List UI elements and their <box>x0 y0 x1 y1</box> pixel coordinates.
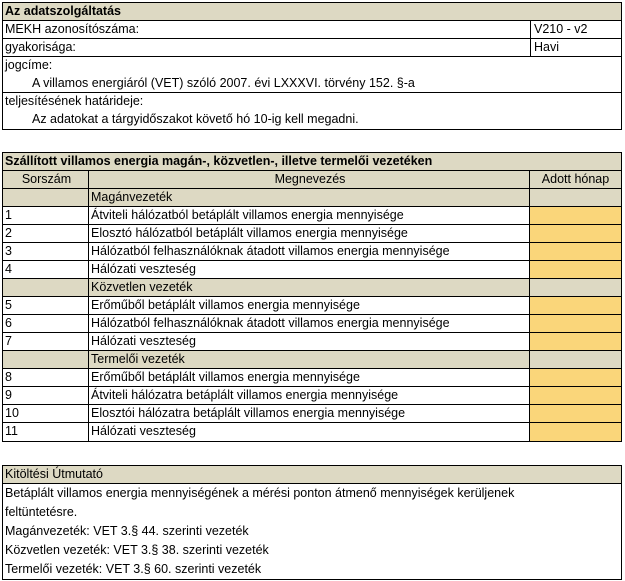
guide-line: Betáplált villamos energia mennyiségének a mérési ponton átmenő mennyiségek kerüljenek <box>5 486 515 500</box>
row-name: Erőműből betáplált villamos energia mennyisége <box>89 297 530 314</box>
value-input-cell[interactable] <box>530 315 621 332</box>
row-number: 7 <box>3 333 89 350</box>
service-id-label: MEKH azonosítószáma: <box>3 21 531 38</box>
frequency-value: Havi <box>534 40 560 54</box>
energy-table <box>2 152 622 442</box>
row-name: Hálózatból felhasználóknak átadott villamos energia mennyisége <box>89 243 530 260</box>
group-row-producer-line <box>3 351 621 369</box>
value-input-cell[interactable] <box>530 243 621 260</box>
table-row <box>3 369 621 387</box>
row-number: 1 <box>3 207 89 224</box>
row-number: 9 <box>3 387 89 404</box>
value-input-cell[interactable] <box>530 297 621 314</box>
row-number: 2 <box>3 225 89 242</box>
value-input-cell[interactable] <box>530 225 621 242</box>
value-input-cell[interactable] <box>530 423 621 441</box>
row-name: Elosztó hálózatból betáplált villamos energia mennyisége <box>89 225 530 242</box>
row-number: 3 <box>3 243 89 260</box>
row-number: 10 <box>3 405 89 422</box>
deadline-label: teljesítésének határideje: <box>5 94 144 108</box>
group-label: Közvetlen vezeték <box>89 279 530 296</box>
service-title: Az adatszolgáltatás <box>3 3 621 21</box>
row-name: Elosztói hálózatra betáplált villamos energia mennyisége <box>89 405 530 422</box>
group-row-private-line <box>3 189 621 207</box>
table-row <box>3 315 621 333</box>
table-row <box>3 423 621 441</box>
row-number: 11 <box>3 423 89 441</box>
row-number: 5 <box>3 297 89 314</box>
row-name: Erőműből betáplált villamos energia mennyisége <box>89 369 530 386</box>
guide-line: feltüntetésre. <box>5 505 78 519</box>
row-number: 8 <box>3 369 89 386</box>
service-id-row <box>3 21 621 39</box>
column-header-value: Adott hónap <box>541 172 610 186</box>
table-header-row <box>3 171 621 189</box>
table-row <box>3 333 621 351</box>
table-title: Szállított villamos energia magán-, közvetlen-, illetve termelői vezetéken <box>3 153 621 171</box>
value-input-cell[interactable] <box>530 333 621 350</box>
table-row <box>3 405 621 423</box>
table-row <box>3 225 621 243</box>
row-number: 4 <box>3 261 89 278</box>
table-row <box>3 261 621 279</box>
guide-line: Termelői vezeték: VET 3.§ 60. szerinti vezeték <box>5 562 262 576</box>
group-label: Magánvezeték <box>89 189 530 206</box>
table-row <box>3 207 621 225</box>
legal-basis-value: A villamos energiáról (VET) szóló 2007. évi LXXXVI. törvény 152. §-a <box>3 75 621 93</box>
value-input-cell[interactable] <box>530 405 621 422</box>
guide-line: Közvetlen vezeték: VET 3.§ 38. szerinti vezeték <box>5 543 269 557</box>
table-row <box>3 297 621 315</box>
table-row <box>3 243 621 261</box>
row-name: Hálózatból felhasználóknak átadott villamos energia mennyisége <box>89 315 530 332</box>
service-frequency-row <box>3 39 621 57</box>
row-name: Átviteli hálózatra betáplált villamos energia mennyisége <box>89 387 530 404</box>
value-input-cell[interactable] <box>530 387 621 404</box>
guide-line: Magánvezeték: VET 3.§ 44. szerinti vezeték <box>5 524 249 538</box>
value-input-cell[interactable] <box>530 207 621 224</box>
value-input-cell[interactable] <box>530 261 621 278</box>
row-name: Átviteli hálózatból betáplált villamos energia mennyisége <box>89 207 530 224</box>
value-input-cell[interactable] <box>530 369 621 386</box>
group-row-direct-line <box>3 279 621 297</box>
filling-guide-section <box>2 465 622 580</box>
group-label: Termelői vezeték <box>89 351 530 368</box>
column-header-number: Sorszám <box>3 171 89 188</box>
row-name: Hálózati veszteség <box>89 423 530 441</box>
row-name: Hálózati veszteség <box>89 333 530 350</box>
deadline-value: Az adatokat a tárgyidőszakot követő hó 10-ig kell megadni. <box>32 112 359 126</box>
column-header-name: Megnevezés <box>89 171 530 188</box>
service-id-value: V210 - v2 <box>534 22 588 36</box>
row-name: Hálózati veszteség <box>89 261 530 278</box>
legal-basis-label: jogcíme: <box>5 58 53 72</box>
guide-title: Kitöltési Útmutató <box>3 466 621 484</box>
table-row <box>3 387 621 405</box>
row-number: 6 <box>3 315 89 332</box>
service-info-section <box>2 2 622 130</box>
frequency-label: gyakorisága: <box>3 39 531 56</box>
